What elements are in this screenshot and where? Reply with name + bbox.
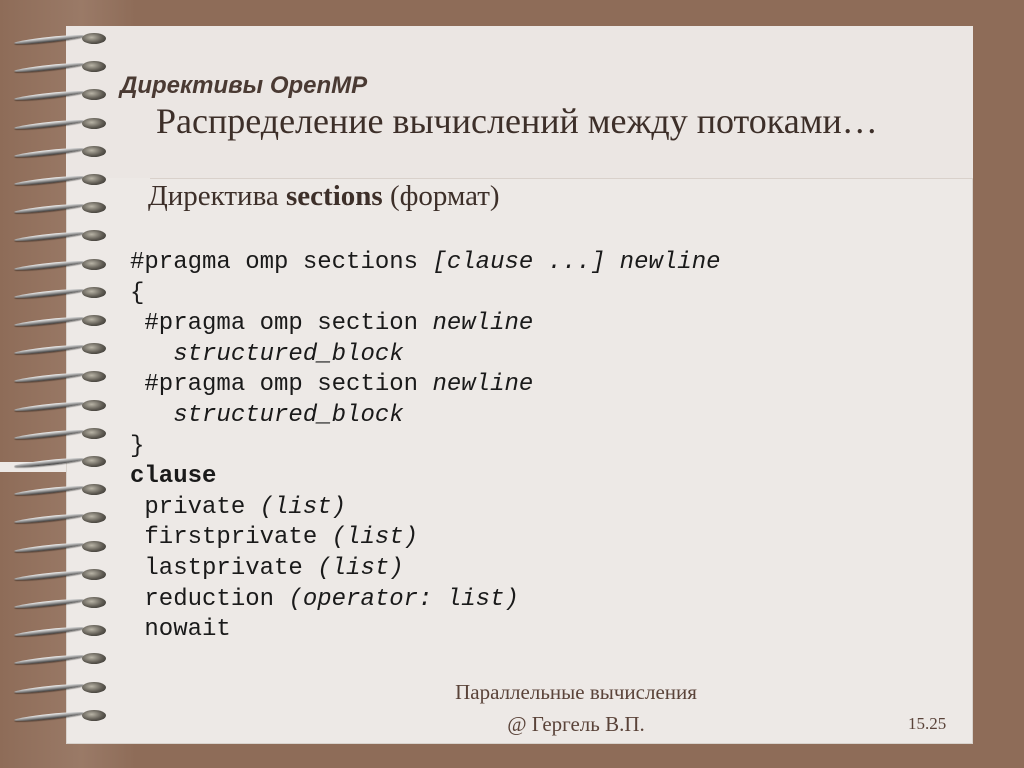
code-line	[130, 370, 721, 401]
directive-prefix: Директива	[148, 180, 287, 212]
code-italic: (list)	[317, 554, 404, 582]
spiral-ring	[0, 340, 112, 358]
code-italic: (list)	[259, 493, 347, 521]
spiral-ring	[0, 256, 112, 274]
spiral-ring	[0, 115, 112, 133]
spiral-ring	[0, 594, 112, 612]
code-italic: (list)	[331, 524, 419, 552]
spiral-ring	[0, 707, 112, 725]
code-line	[130, 340, 721, 371]
code-text: #pragma omp section	[130, 371, 433, 399]
spiral-ring	[0, 650, 112, 668]
code-text: #pragma omp sections	[130, 249, 433, 276]
spiral-ring	[0, 397, 112, 415]
spiral-ring	[0, 58, 112, 76]
code-line	[130, 585, 721, 616]
code-line	[130, 248, 721, 279]
code-block	[130, 248, 721, 646]
directive-suffix: (формат)	[382, 180, 500, 212]
slide-title: Распределение вычислений между потоками…	[156, 101, 878, 141]
code-italic: [clause ...] newline	[432, 249, 721, 276]
spiral-ring	[0, 284, 112, 302]
code-italic: structured_block	[130, 340, 404, 368]
spiral-ring	[0, 679, 112, 697]
spiral-binding	[0, 30, 120, 750]
code-line	[130, 493, 721, 524]
slide-footer	[376, 676, 776, 740]
code-line	[130, 432, 721, 463]
title-divider	[150, 178, 973, 179]
spiral-ring	[0, 538, 112, 556]
spiral-ring	[0, 227, 112, 245]
code-italic: structured_block	[130, 401, 404, 429]
spiral-ring	[0, 425, 112, 443]
code-text: #pragma omp section	[130, 310, 433, 338]
code-text: private	[130, 493, 260, 521]
code-text: nowait	[130, 616, 231, 644]
spiral-ring	[0, 453, 112, 471]
code-line	[130, 523, 721, 554]
spiral-ring	[0, 30, 112, 48]
code-line	[130, 309, 721, 340]
footer-author: @ Гергель В.П.	[507, 712, 645, 736]
spiral-ring	[0, 566, 112, 584]
code-line	[130, 462, 721, 493]
code-text: lastprivate	[130, 554, 318, 582]
spiral-ring	[0, 509, 112, 527]
code-italic: (operator: list)	[288, 585, 519, 613]
page-number: 15.25	[908, 714, 947, 733]
spiral-ring	[0, 86, 112, 104]
code-bold: clause	[130, 463, 217, 491]
spiral-ring	[0, 199, 112, 217]
spiral-ring	[0, 312, 112, 330]
directive-name: sections	[286, 180, 383, 212]
spiral-ring	[0, 481, 112, 499]
code-text: }	[130, 432, 145, 460]
spiral-ring	[0, 622, 112, 640]
code-line	[130, 554, 721, 585]
code-italic: newline	[432, 371, 534, 399]
spiral-ring	[0, 143, 112, 161]
code-italic: newline	[432, 310, 534, 338]
code-text: {	[130, 279, 145, 307]
code-text: reduction	[130, 585, 289, 613]
spiral-ring	[0, 368, 112, 386]
code-text: firstprivate	[130, 524, 332, 552]
code-line	[130, 401, 721, 432]
code-line	[130, 615, 721, 646]
slide-subtitle: Директивы OpenMP	[120, 72, 368, 99]
footer-course: Параллельные вычисления	[455, 680, 697, 704]
directive-heading	[148, 180, 500, 213]
spiral-ring	[0, 171, 112, 189]
code-line	[130, 279, 721, 310]
